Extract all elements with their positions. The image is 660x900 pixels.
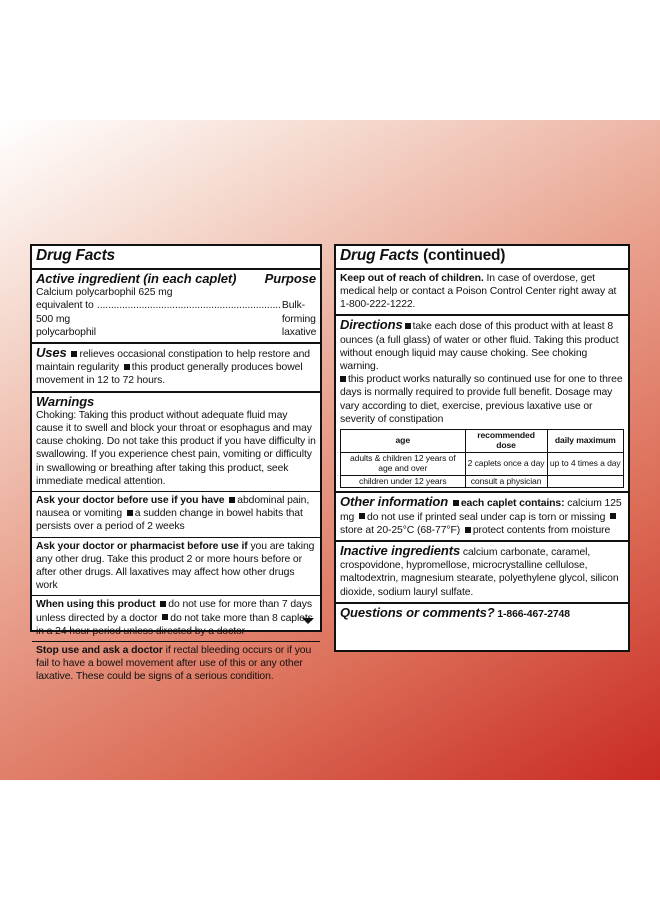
ingredient-line-2	[36, 299, 316, 339]
uses-heading: Uses	[36, 344, 67, 360]
uses-item-2: this product generally produces bowel movement in 12 to 72 hours.	[36, 362, 303, 387]
when-using-item-1: do not use for more than 7 days unless directed by a doctor	[36, 599, 312, 624]
ingredient-equivalent: equivalent to 500 mg polycarbophil	[36, 300, 96, 338]
table-cell: children under 12 years	[341, 475, 466, 488]
choking-warning: Choking: Taking this product without adequate fluid may cause it to swell and block your throat or esophagus and may cause choking. Do not take this product if you have difficulty in swallowing. If you experience chest pain, vomiting or difficulty in swallowing or breathing after taking this product, seek immediate medical attention.	[36, 409, 316, 487]
ask-pharmacist-text: you are taking any other drug. Take this product 2 or more hours before or after other drugs. All laxatives may affect how other drugs work	[36, 540, 315, 592]
ask-doctor-item-2: a sudden change in bowel habits that persists over a period of 2 weeks	[36, 508, 303, 533]
ingredient-line-1: Calcium polycarbophil 625 mg	[36, 287, 173, 299]
dosage-table	[340, 429, 624, 488]
drug-facts-title-section	[32, 246, 320, 268]
table-header-age: age	[341, 430, 466, 453]
other-information-section	[336, 491, 628, 540]
square-bullet-icon	[160, 601, 166, 607]
uses-section	[32, 342, 320, 391]
square-bullet-icon	[124, 364, 130, 370]
inactive-ingredients-text: calcium carbonate, caramel, crospovidone, hypromellose, microcrystalline cellulose, maltodextrin, magnesium stearate, polyethylene glycol, silicon dioxide, sodium lauryl sulfate.	[340, 547, 619, 598]
uses-item-1: relieves occasional constipation to help restore and maintain regularity	[36, 348, 310, 374]
square-bullet-icon	[405, 323, 411, 329]
table-header-row	[341, 430, 624, 453]
square-bullet-icon	[465, 527, 471, 533]
square-bullet-icon	[359, 513, 365, 519]
ask-doctor-heading: Ask your doctor before use if you have	[36, 495, 225, 507]
drug-facts-title-italic: Drug Facts	[340, 247, 419, 264]
other-item-2: do not use if printed seal under cap is torn or missing	[367, 511, 606, 523]
when-using-section	[32, 595, 320, 641]
table-cell: consult a physician	[465, 475, 547, 488]
square-bullet-icon	[453, 500, 459, 506]
directions-item-2: this product works naturally so continued use for one to three days is normally required to provide full benefit. Dosage may vary according to diet, exercise, previous laxative use or severity of constipation	[340, 374, 623, 425]
table-cell: up to 4 times a day	[547, 452, 623, 475]
questions-section	[336, 602, 628, 624]
keep-out-section	[336, 268, 628, 315]
questions-phone: 1-866-467-2748	[497, 608, 570, 620]
drug-facts-title: Drug Facts	[36, 247, 115, 264]
ask-pharmacist-heading: Ask your doctor or pharmacist before use if	[36, 540, 248, 552]
drug-facts-panel-left	[30, 244, 322, 683]
table-row	[341, 475, 624, 488]
active-ingredient-heading: Active ingredient (in each caplet)	[36, 270, 237, 286]
inactive-ingredients-heading: Inactive ingredients	[340, 543, 461, 559]
square-bullet-icon	[229, 497, 235, 503]
table-header-max: daily maximum	[547, 430, 623, 453]
other-item-1: calcium 125 mg	[340, 498, 622, 523]
drug-facts-title-continued: (continued)	[423, 247, 506, 264]
square-bullet-icon	[71, 351, 77, 357]
questions-heading: Questions or comments?	[340, 604, 495, 620]
other-item-1-label: each caplet contains:	[460, 498, 565, 510]
directions-item-1: take each dose of this product with at least 8 ounces (a full glass) of water or other fluid. Taking this product without enough liquid may cause choking. See choking warning.	[340, 321, 619, 373]
active-ingredient-section	[32, 268, 320, 342]
stop-use-heading: Stop use and ask a doctor	[36, 645, 163, 657]
ask-doctor-section	[32, 491, 320, 537]
ask-doctor-item-1: abdominal pain, nausea or vomiting	[36, 495, 310, 520]
purpose-heading: Purpose	[264, 270, 316, 286]
stop-use-text: if rectal bleeding occurs or if you fail to have a bowel movement after use of this or any other laxative. These could be signs of a serious condition.	[36, 645, 312, 683]
continue-arrow-icon	[302, 618, 314, 624]
inactive-ingredients-section	[336, 540, 628, 602]
stop-use-section	[32, 641, 320, 687]
square-bullet-icon	[340, 376, 346, 382]
directions-heading: Directions	[340, 317, 403, 333]
warnings-section	[32, 391, 320, 492]
table-cell	[547, 475, 623, 488]
when-using-item-2: do not take more than 8 caplets in a 24 hour period unless directed by a doctor	[36, 612, 313, 637]
table-row	[341, 452, 624, 475]
drug-facts-panel-right	[334, 244, 630, 652]
other-item-3: store at 20-25°C (68-77°F)	[340, 524, 461, 536]
square-bullet-icon	[610, 513, 616, 519]
warnings-heading: Warnings	[36, 393, 95, 409]
other-information-heading: Other information	[340, 494, 449, 510]
directions-section	[336, 314, 628, 491]
keep-out-heading: Keep out of reach of children.	[340, 272, 484, 284]
drug-facts-continued-title-section	[336, 246, 628, 268]
when-using-heading: When using this product	[36, 599, 156, 611]
table-header-dose: recommended dose	[465, 430, 547, 453]
keep-out-text: In case of overdose, get medical help or contact a Poison Control Center right away at 1-800-222-1222.	[340, 272, 617, 311]
drug-facts-continued-title	[340, 247, 624, 265]
ingredient-purpose: Bulk-forming laxative	[281, 300, 317, 338]
square-bullet-icon	[127, 510, 133, 516]
square-bullet-icon	[162, 614, 168, 620]
leader-dots	[97, 299, 281, 312]
table-cell: adults & children 12 years of age and over	[341, 452, 466, 475]
ask-pharmacist-section	[32, 537, 320, 596]
table-cell: 2 caplets once a day	[465, 452, 547, 475]
other-item-4: protect contents from moisture	[472, 524, 611, 536]
